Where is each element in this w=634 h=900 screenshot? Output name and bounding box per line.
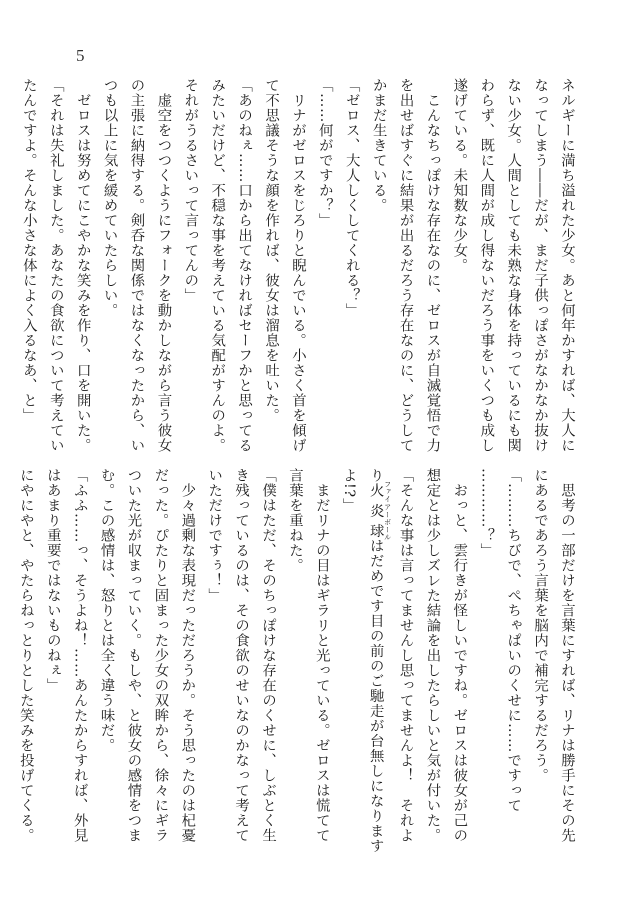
text-column: む。この感情は、怒りとは全く違う味だ。: [98, 468, 115, 753]
text-column: にやにやと、やたらねっとりとした笑みを投げてくる。: [17, 468, 34, 843]
text-column: 言葉を重ねた。: [286, 468, 303, 573]
text-column: おっと、雲行きが怪しいですね。ゼロスは彼女が己の: [451, 468, 468, 843]
text-column: はあまり重要ではないものねぇ」: [44, 468, 61, 693]
top-text-block: [20, 78, 580, 453]
bottom-text-block: [17, 468, 580, 854]
text-column: ついた光が収まっていく。もしや、と彼女の感情をつま: [125, 468, 142, 843]
text-column: 「そんな事は言ってませんし思ってませんよ！ それよ: [397, 468, 414, 843]
text-column: ネルギーに満ち溢れた少女。あと何年かすれば、大人に: [559, 78, 575, 453]
text-column: よ!?」: [340, 468, 357, 513]
text-column: たんですよ。そんな小さな体によく入るなあ、と」: [20, 78, 37, 423]
text-column: を出せばすぐに結果が出るだろう存在なのに、どうして: [397, 78, 414, 453]
text-column: ゼロスは努めてにこやかな笑みを作り、口を開いた。: [74, 78, 91, 453]
text-column: 「………ちびで、ぺちゃぱいのくせに……ですって: [505, 468, 522, 813]
text-column: 思考の一部だけを言葉にすれば、リナは勝手にその先: [559, 468, 575, 843]
ruby-annotation: 火炎球 ファイアーボール: [367, 480, 392, 542]
text-column: 「僕はただ、そのちっぽけな存在のくせに、しぶとく生: [260, 468, 277, 843]
text-column: り火炎球 ファイアーボールはだめです目の前のご馳走が台無しになります: [367, 468, 392, 854]
text-column: …………？」: [478, 468, 495, 558]
text-column: 想定とは少しズレた結論を出したらしいと気が付いた。: [424, 468, 441, 843]
text-column: 遂げている。未知数な少女。: [451, 78, 468, 273]
text-column: みたいだけど、不穏な事を考えている気配がすんのよ。: [209, 78, 226, 453]
text-column: なってしまう――だが、まだ子供っぽさがなかなか抜け: [532, 78, 549, 453]
text-column: 「ふふ……っ、そうよね！……あんたからすれば、外見: [71, 468, 88, 843]
text-column: にあるであろう言葉を脳内で補完するだろう。: [532, 468, 549, 783]
text-column: の主張に納得する。剣呑な関係ではなくなったから、い: [128, 78, 145, 453]
text-column: き残っているのは、その食欲のせいなのかなって考えて: [233, 468, 250, 843]
text-column: かまだ生きている。: [370, 78, 387, 213]
text-column: 「……何がですか？」: [316, 78, 333, 228]
text-column: 「それは失礼しました。あなたの食欲について考えてい: [47, 78, 64, 453]
text-column: 「ゼロス、大人しくしてくれる？」: [343, 78, 360, 318]
text-column: だった。ぴたりと固まった少女の双眸から、徐々にギラ: [152, 468, 169, 843]
text-column: わらず、既に人間が成し得ないだろう事をいくつも成し: [478, 78, 495, 453]
text-column: ない少女。人間としても未熟な身体を持っているにも関: [505, 78, 522, 453]
text-column: まだリナの目はギラリと光っている。ゼロスは慌てて: [313, 468, 330, 843]
text-column: て不思議そうな顔を作れば、彼女は溜息を吐いた。: [263, 78, 280, 423]
text-column: 虚空をつつくようにフォークを動かしながら言う彼女: [155, 78, 172, 453]
text-column: 「あのねぇ……口から出てなければセーフかと思ってる: [236, 78, 253, 453]
text-column: つも以上に気を緩めていたらしい。: [101, 78, 118, 318]
page-number: 5: [76, 46, 85, 65]
ruby-reading: ファイアーボール: [383, 480, 392, 542]
text-column: いただけですぅ！」: [206, 468, 223, 603]
text-column: 少々過剰な表現だっただろうか。そう思ったのは杞憂: [179, 468, 196, 843]
text-column: こんなちっぽけな存在なのに、ゼロスが自滅覚悟で力: [424, 78, 441, 453]
text-column: それがうるさいって言ってんの」: [182, 78, 199, 303]
text-column: リナがゼロスをじろりと睨んでいる。小さく首を傾げ: [289, 78, 306, 453]
